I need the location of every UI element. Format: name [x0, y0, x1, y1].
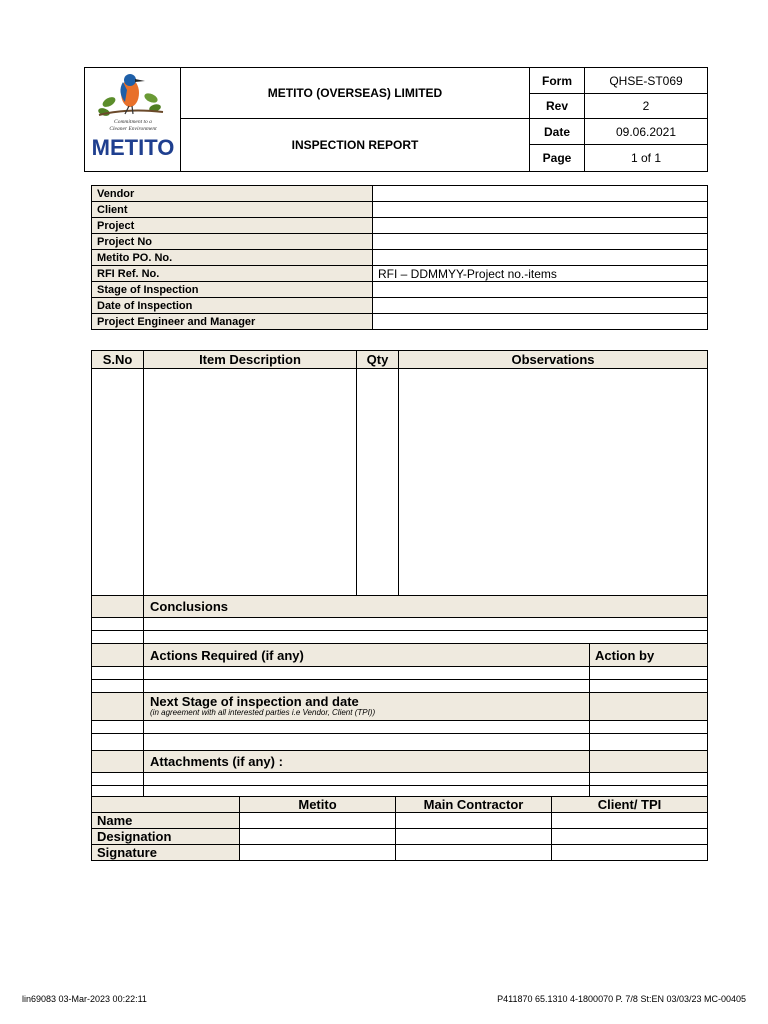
company-name: METITO (OVERSEAS) LIMITED — [181, 68, 530, 119]
info-row — [92, 202, 708, 218]
po-no-field[interactable] — [373, 250, 708, 266]
next-stage-heading — [144, 693, 590, 721]
vendor-label: Vendor — [92, 186, 373, 202]
stage-label: Stage of Inspection — [92, 282, 373, 298]
contractor-signature-field[interactable] — [396, 845, 552, 861]
info-row — [92, 314, 708, 330]
description-cell[interactable] — [144, 369, 357, 596]
col-header-client-tpi: Client/ TPI — [552, 797, 708, 813]
col-header-description: Item Description — [144, 351, 357, 369]
contractor-name-field[interactable] — [396, 813, 552, 829]
signature-corner-cell — [92, 797, 240, 813]
logo-brand-text: METITO — [91, 135, 174, 160]
next-stage-index-cell — [92, 693, 144, 721]
project-no-field[interactable] — [373, 234, 708, 250]
form-value: QHSE-ST069 — [585, 68, 708, 94]
blank-cell — [92, 631, 144, 644]
rev-label: Rev — [530, 94, 585, 119]
attachments-index-cell — [92, 751, 144, 773]
attachment-line[interactable] — [144, 773, 590, 786]
action-by-heading: Action by — [590, 644, 708, 667]
signature-row-label: Signature — [92, 845, 240, 861]
inspection-date-field[interactable] — [373, 298, 708, 314]
actions-required-heading: Actions Required (if any) — [144, 644, 590, 667]
attachments-heading: Attachments (if any) : — [144, 751, 590, 773]
metito-designation-field[interactable] — [240, 829, 396, 845]
blank-cell — [92, 721, 144, 734]
info-row — [92, 250, 708, 266]
next-stage-side-cell — [590, 693, 708, 721]
col-header-metito: Metito — [240, 797, 396, 813]
metito-logo — [87, 68, 179, 168]
actions-index-cell — [92, 644, 144, 667]
qty-cell[interactable] — [357, 369, 399, 596]
item-row — [92, 369, 708, 596]
document-title: INSPECTION REPORT — [181, 119, 530, 172]
next-stage-line[interactable] — [144, 734, 590, 751]
client-field[interactable] — [373, 202, 708, 218]
observations-cell[interactable] — [399, 369, 708, 596]
page-label: Page — [530, 145, 585, 172]
page-value: 1 of 1 — [585, 145, 708, 172]
project-label: Project — [92, 218, 373, 234]
conclusions-index-cell — [92, 596, 144, 618]
next-stage-side-line[interactable] — [590, 734, 708, 751]
sno-cell[interactable] — [92, 369, 144, 596]
conclusion-line[interactable] — [144, 618, 708, 631]
blank-cell — [92, 773, 144, 786]
client-designation-field[interactable] — [552, 829, 708, 845]
conclusions-heading: Conclusions — [144, 596, 708, 618]
logo-cell — [85, 68, 181, 172]
next-stage-title: Next Stage of inspection and date — [150, 694, 359, 709]
po-no-label: Metito PO. No. — [92, 250, 373, 266]
designation-row-label: Designation — [92, 829, 240, 845]
rev-value: 2 — [585, 94, 708, 119]
metito-signature-field[interactable] — [240, 845, 396, 861]
vendor-field[interactable] — [373, 186, 708, 202]
metito-name-field[interactable] — [240, 813, 396, 829]
info-row — [92, 234, 708, 250]
info-table — [91, 185, 708, 330]
action-by-line[interactable] — [590, 667, 708, 680]
rfi-ref-label: RFI Ref. No. — [92, 266, 373, 282]
date-label: Date — [530, 119, 585, 145]
logo-tagline-line1: Commitment to a — [113, 119, 152, 125]
info-row — [92, 218, 708, 234]
footer-right-stamp: P411870 65.1310 4-1800070 P. 7/8 St:EN 03/03/23 MC-00405 — [497, 994, 746, 1004]
blank-cell — [92, 618, 144, 631]
info-row — [92, 186, 708, 202]
items-table — [91, 350, 708, 799]
project-field[interactable] — [373, 218, 708, 234]
footer-left-stamp: lin69083 03-Mar-2023 00:22:11 — [22, 994, 147, 1004]
client-name-field[interactable] — [552, 813, 708, 829]
col-header-qty: Qty — [357, 351, 399, 369]
next-stage-line[interactable] — [144, 721, 590, 734]
client-label: Client — [92, 202, 373, 218]
blank-cell — [92, 734, 144, 751]
rfi-ref-field[interactable]: RFI – DDMMYY-Project no.-items — [373, 266, 708, 282]
date-value: 09.06.2021 — [585, 119, 708, 145]
action-by-line[interactable] — [590, 680, 708, 693]
name-row-label: Name — [92, 813, 240, 829]
contractor-designation-field[interactable] — [396, 829, 552, 845]
info-row — [92, 298, 708, 314]
attachment-side-line[interactable] — [590, 773, 708, 786]
blank-cell — [92, 667, 144, 680]
blank-cell — [92, 680, 144, 693]
logo-tagline-line2: Cleaner Environment — [108, 126, 157, 132]
engineer-label: Project Engineer and Manager — [92, 314, 373, 330]
next-stage-note: (in agreement with all interested parties i.e Vendor, Client (TPI)) — [150, 708, 376, 717]
col-header-observations: Observations — [399, 351, 708, 369]
action-line[interactable] — [144, 667, 590, 680]
attachments-side-cell — [590, 751, 708, 773]
signature-table — [91, 796, 708, 861]
stage-field[interactable] — [373, 282, 708, 298]
action-line[interactable] — [144, 680, 590, 693]
client-signature-field[interactable] — [552, 845, 708, 861]
form-label: Form — [530, 68, 585, 94]
project-no-label: Project No — [92, 234, 373, 250]
document-header — [84, 67, 708, 172]
info-row — [92, 266, 708, 282]
next-stage-side-line[interactable] — [590, 721, 708, 734]
info-row — [92, 282, 708, 298]
engineer-field[interactable] — [373, 314, 708, 330]
inspection-date-label: Date of Inspection — [92, 298, 373, 314]
conclusion-line[interactable] — [144, 631, 708, 644]
col-header-main-contractor: Main Contractor — [396, 797, 552, 813]
col-header-sno: S.No — [92, 351, 144, 369]
